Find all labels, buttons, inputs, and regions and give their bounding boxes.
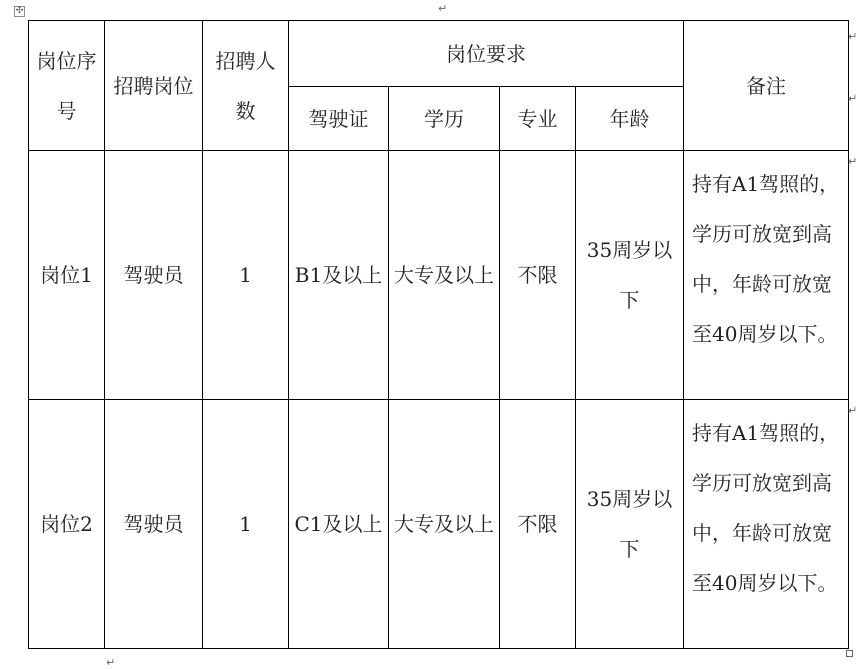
table-row [29, 400, 849, 649]
header-count: 招聘人数 [203, 21, 289, 151]
row-end-mark: ↵ [848, 30, 858, 43]
row-end-mark: ↵ [848, 155, 858, 168]
header-post: 招聘岗位 [105, 21, 203, 151]
header-age: 年龄 [576, 87, 684, 151]
row-education: 大专及以上 [389, 151, 500, 400]
row-post: 驾驶员 [105, 400, 203, 649]
header-major: 专业 [500, 87, 576, 151]
row-age: 35周岁以下 [576, 400, 684, 649]
row-seq: 岗位2 [29, 400, 105, 649]
row-count: 1 [203, 400, 289, 649]
row-count: 1 [203, 151, 289, 400]
header-education: 学历 [389, 87, 500, 151]
recruitment-table [28, 20, 849, 649]
row-major: 不限 [500, 151, 576, 400]
row-seq: 岗位1 [29, 151, 105, 400]
table-row [29, 151, 849, 400]
header-seq: 岗位序号 [29, 21, 105, 151]
row-post: 驾驶员 [105, 151, 203, 400]
row-major: 不限 [500, 400, 576, 649]
row-remark: 持有A1驾照的，学历可放宽到高中，年龄可放宽至40周岁以下。 [684, 400, 849, 649]
row-license: C1及以上 [289, 400, 389, 649]
header-requirements: 岗位要求 [289, 21, 684, 87]
row-remark: 持有A1驾照的，学历可放宽到高中，年龄可放宽至40周岁以下。 [684, 151, 849, 400]
row-education: 大专及以上 [389, 400, 500, 649]
row-age: 35周岁以下 [576, 151, 684, 400]
header-license: 驾驶证 [289, 87, 389, 151]
paragraph-mark: ↵ [106, 656, 116, 669]
row-end-mark: ↵ [848, 404, 858, 417]
paragraph-mark: ↵ [438, 2, 448, 15]
table-move-handle[interactable]: ✣ [15, 6, 24, 16]
row-end-mark: ↵ [848, 92, 858, 105]
table-resize-handle[interactable] [846, 650, 853, 657]
row-license: B1及以上 [289, 151, 389, 400]
header-remark: 备注 [684, 21, 849, 151]
